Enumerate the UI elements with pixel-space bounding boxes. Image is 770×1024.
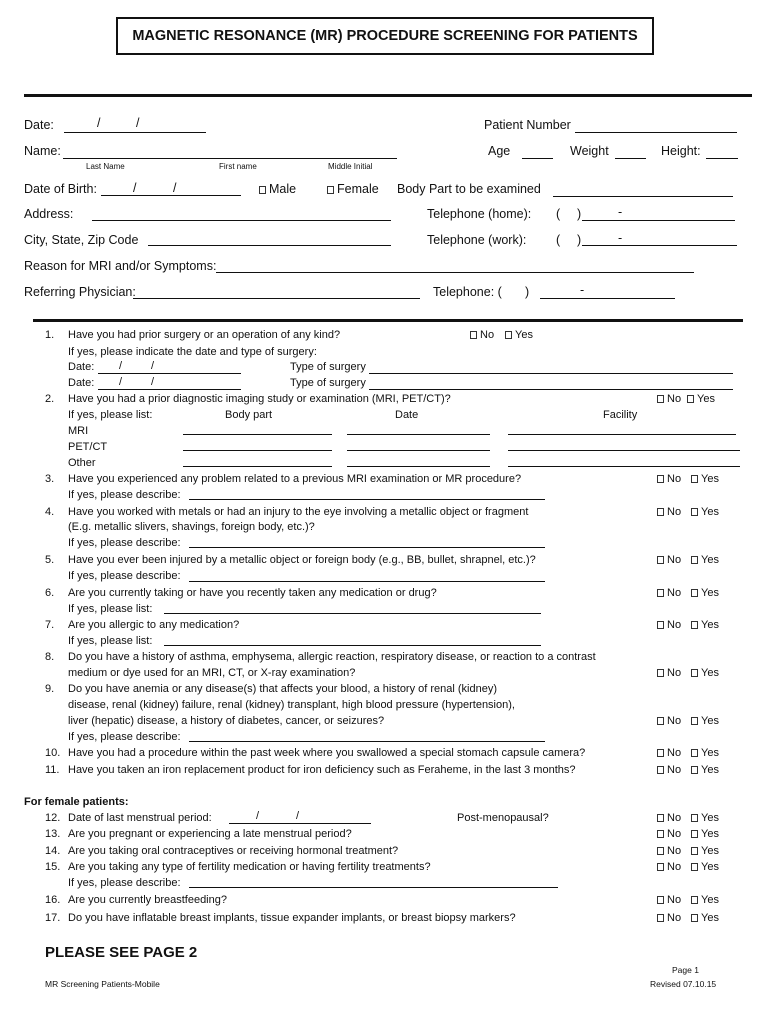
- no-label: No: [667, 828, 682, 840]
- address-label: Address:: [24, 207, 74, 221]
- no-label: No: [667, 894, 682, 906]
- dob-field[interactable]: [101, 195, 241, 196]
- body-part-field[interactable]: [553, 196, 733, 197]
- checkbox-icon: [657, 621, 664, 629]
- q2-mri-date-field[interactable]: [347, 434, 490, 435]
- q7-no[interactable]: [657, 619, 681, 631]
- q15-sub: If yes, please describe:: [68, 877, 181, 889]
- patient-number-label: Patient Number: [484, 118, 571, 132]
- date-slash: /: [296, 810, 300, 822]
- q2-petct-facility-field[interactable]: [508, 450, 740, 451]
- q15-describe-field[interactable]: [189, 887, 558, 888]
- referring-tel-label: Telephone: (: [433, 285, 502, 299]
- q8-num: 8.: [45, 651, 55, 663]
- q2-other-body-field[interactable]: [183, 466, 332, 467]
- body-part-label: Body Part to be examined: [397, 182, 541, 196]
- date-slash: /: [119, 376, 123, 388]
- checkbox-icon: [657, 589, 664, 597]
- no-label: No: [667, 861, 682, 873]
- female-option[interactable]: [327, 182, 379, 196]
- q1-type-label: Type of surgery: [290, 377, 366, 389]
- q5-describe-field[interactable]: [189, 581, 545, 582]
- yes-label: Yes: [701, 764, 719, 776]
- q7-num: 7.: [45, 619, 55, 631]
- no-label: No: [667, 619, 682, 631]
- q2-num: 2.: [45, 393, 55, 405]
- no-label: No: [667, 393, 682, 405]
- no-label: No: [480, 329, 495, 341]
- date-slash: /: [151, 376, 155, 388]
- doc-name: MR Screening Patients-Mobile: [45, 979, 160, 989]
- date-slash: /: [119, 360, 123, 372]
- age-label: Age: [488, 144, 511, 158]
- q15-text: Are you taking any type of fertility medication or having fertility treatments?: [68, 861, 431, 873]
- checkbox-icon: [657, 766, 664, 774]
- q12-yes[interactable]: [691, 812, 719, 824]
- checkbox-icon: [691, 475, 698, 483]
- q2-text: Have you had a prior diagnostic imaging study or examination (MRI, PET/CT)?: [68, 393, 451, 405]
- name-field[interactable]: [63, 158, 397, 159]
- yes-label: Yes: [701, 747, 719, 759]
- q13-text: Are you pregnant or experiencing a late menstrual period?: [68, 828, 352, 840]
- q17-text: Do you have inflatable breast implants, tissue expander implants, or breast biopsy markers?: [68, 912, 516, 924]
- q2-mri-body-field[interactable]: [183, 434, 332, 435]
- q1-sub: If yes, please indicate the date and type of surgery:: [68, 346, 317, 358]
- height-label: Height:: [661, 144, 701, 158]
- yes-label: Yes: [701, 473, 719, 485]
- checkbox-icon: [691, 896, 698, 904]
- q1-date2-field[interactable]: [98, 389, 241, 390]
- checkbox-icon: [657, 749, 664, 757]
- q15-no[interactable]: [657, 861, 681, 873]
- top-divider: [24, 94, 752, 97]
- q2-other-facility-field[interactable]: [508, 466, 740, 467]
- q10-yes[interactable]: [691, 747, 719, 759]
- paren-open: (: [556, 207, 561, 221]
- q1-type-label: Type of surgery: [290, 361, 366, 373]
- tel-home-field[interactable]: [582, 220, 735, 221]
- first-name-caption: First name: [219, 162, 257, 171]
- q11-no[interactable]: [657, 764, 681, 776]
- q2-petct-date-field[interactable]: [347, 450, 490, 451]
- no-label: No: [667, 715, 682, 727]
- checkbox-icon: [657, 847, 664, 855]
- checkbox-icon: [691, 717, 698, 725]
- q6-text: Are you currently taking or have you recently taken any medication or drug?: [68, 587, 437, 599]
- q9-yes[interactable]: [691, 715, 719, 727]
- checkbox-icon: [691, 766, 698, 774]
- q2-row-petct: PET/CT: [68, 441, 108, 453]
- yes-label: Yes: [701, 715, 719, 727]
- q2-yes[interactable]: [687, 393, 715, 405]
- q1-yes[interactable]: [505, 329, 533, 341]
- checkbox-icon: [657, 914, 664, 922]
- q12-date-field[interactable]: [229, 823, 371, 824]
- age-field[interactable]: [522, 158, 553, 159]
- checkbox-icon: [691, 749, 698, 757]
- weight-field[interactable]: [615, 158, 646, 159]
- q4-num: 4.: [45, 506, 55, 518]
- see-page-note: PLEASE SEE PAGE 2: [45, 944, 198, 961]
- q8-no[interactable]: [657, 667, 681, 679]
- date-label: Date:: [24, 118, 54, 132]
- revised-date: Revised 07.10.15: [650, 979, 717, 989]
- dob-slash: /: [133, 181, 137, 195]
- form-title: MAGNETIC RESONANCE (MR) PROCEDURE SCREENING FOR PATIENTS: [116, 17, 654, 55]
- q6-list-field[interactable]: [164, 613, 541, 614]
- q12-no[interactable]: [657, 812, 681, 824]
- female-heading: For female patients:: [24, 796, 129, 808]
- q7-yes[interactable]: [691, 619, 719, 631]
- yes-label: Yes: [701, 861, 719, 873]
- checkbox-icon: [657, 395, 664, 403]
- checkbox-icon: [657, 863, 664, 871]
- no-label: No: [667, 747, 682, 759]
- checkbox-icon: [687, 395, 694, 403]
- last-name-caption: Last Name: [86, 162, 125, 171]
- q9-text: Do you have anemia or any disease(s) that affects your blood, a history of renal (kidney): [68, 683, 498, 695]
- dob-slash: /: [173, 181, 177, 195]
- no-label: No: [667, 912, 682, 924]
- q1-type1-field[interactable]: [369, 373, 733, 374]
- q2-row-mri: MRI: [68, 425, 89, 437]
- checkbox-icon: [657, 508, 664, 516]
- q9-sub: If yes, please describe:: [68, 731, 181, 743]
- q1-date1-field[interactable]: [98, 373, 241, 374]
- q1-no[interactable]: [470, 329, 494, 341]
- date-field[interactable]: [64, 132, 206, 133]
- q5-no[interactable]: [657, 554, 681, 566]
- q6-sub: If yes, please list:: [68, 603, 153, 615]
- q4-yes[interactable]: [691, 506, 719, 518]
- q2-row-other: Other: [68, 457, 96, 469]
- tel-work-field[interactable]: [582, 245, 737, 246]
- q1-text: Have you had prior surgery or an operation of any kind?: [68, 329, 341, 341]
- checkbox-icon: [505, 331, 512, 339]
- yes-label: Yes: [701, 587, 719, 599]
- name-label: Name:: [24, 144, 61, 158]
- checkbox-icon: [691, 847, 698, 855]
- date-slash: /: [97, 116, 101, 130]
- q16-text: Are you currently breastfeeding?: [68, 894, 227, 906]
- q1-num: 1.: [45, 329, 55, 341]
- q3-yes[interactable]: [691, 473, 719, 485]
- q14-text: Are you taking oral contraceptives or receiving hormonal treatment?: [68, 845, 399, 857]
- q10-no[interactable]: [657, 747, 681, 759]
- yes-label: Yes: [701, 894, 719, 906]
- yes-label: Yes: [701, 554, 719, 566]
- q13-no[interactable]: [657, 828, 681, 840]
- dash: -: [618, 231, 623, 245]
- tel-home-label: Telephone (home):: [427, 207, 532, 221]
- checkbox-icon: [657, 830, 664, 838]
- q12-num: 12.: [45, 812, 61, 824]
- checkbox-icon: [327, 186, 334, 194]
- page-number: Page 1: [672, 965, 699, 975]
- city-field[interactable]: [148, 245, 391, 246]
- male-label: Male: [269, 182, 297, 196]
- tel-work-label: Telephone (work):: [427, 233, 527, 247]
- q3-describe-field[interactable]: [189, 499, 545, 500]
- no-label: No: [667, 554, 682, 566]
- q11-num: 11.: [45, 764, 60, 776]
- q5-sub: If yes, please describe:: [68, 570, 181, 582]
- q2-mri-facility-field[interactable]: [508, 434, 736, 435]
- checkbox-icon: [657, 475, 664, 483]
- q4-sub: If yes, please describe:: [68, 537, 181, 549]
- dash: -: [580, 283, 585, 297]
- paren-close: ): [577, 207, 582, 221]
- checkbox-icon: [470, 331, 477, 339]
- date-slash: /: [136, 116, 140, 130]
- q3-text: Have you experienced any problem related to a previous MRI examination or MR procedure?: [68, 473, 522, 485]
- q15-num: 15.: [45, 861, 61, 873]
- q10-text: Have you had a procedure within the past week where you swallowed a special stomach capsule camera?: [68, 747, 586, 759]
- city-label: City, State, Zip Code: [24, 233, 139, 247]
- dob-label: Date of Birth:: [24, 182, 97, 196]
- q3-sub: If yes, please describe:: [68, 489, 181, 501]
- checkbox-icon: [657, 556, 664, 564]
- checkbox-icon: [691, 508, 698, 516]
- q13-yes[interactable]: [691, 828, 719, 840]
- paren-close: ): [577, 233, 582, 247]
- q7-text: Are you allergic to any medication?: [68, 619, 240, 631]
- yes-label: Yes: [701, 506, 719, 518]
- paren-close: ): [525, 285, 530, 299]
- q8-text: Do you have a history of asthma, emphysema, allergic reaction, respiratory disease, or reaction to a contrast: [68, 651, 596, 663]
- q9-text3: liver (hepatic) disease, a history of diabetes, cancer, or seizures?: [68, 715, 385, 727]
- q9-text2: disease, renal (kidney) failure, renal (kidney) transplant, high blood pressure (hypertension),: [68, 699, 515, 711]
- q6-num: 6.: [45, 587, 55, 599]
- checkbox-icon: [691, 589, 698, 597]
- no-label: No: [667, 473, 682, 485]
- q9-describe-field[interactable]: [189, 741, 545, 742]
- q12-post-label: Post-menopausal?: [457, 812, 549, 824]
- q7-list-field[interactable]: [164, 645, 541, 646]
- q8-text2: medium or dye used for an MRI, CT, or X-ray examination?: [68, 667, 356, 679]
- yes-label: Yes: [701, 667, 719, 679]
- no-label: No: [667, 506, 682, 518]
- q11-yes[interactable]: [691, 764, 719, 776]
- q1-date-label: Date:: [68, 377, 95, 389]
- checkbox-icon: [259, 186, 266, 194]
- middle-divider: [33, 319, 743, 322]
- q14-no[interactable]: [657, 845, 681, 857]
- checkbox-icon: [691, 863, 698, 871]
- checkbox-icon: [657, 814, 664, 822]
- q2-sub: If yes, please list:: [68, 409, 153, 421]
- q6-yes[interactable]: [691, 587, 719, 599]
- q1-date-label: Date:: [68, 361, 95, 373]
- q9-no[interactable]: [657, 715, 681, 727]
- q15-yes[interactable]: [691, 861, 719, 873]
- q9-num: 9.: [45, 683, 55, 695]
- female-label: Female: [337, 182, 379, 196]
- weight-label: Weight: [570, 144, 609, 158]
- q2-other-date-field[interactable]: [347, 466, 490, 467]
- q16-yes[interactable]: [691, 894, 719, 906]
- q13-num: 13.: [45, 828, 61, 840]
- q16-num: 16.: [45, 894, 61, 906]
- q2-col-facility: Facility: [603, 409, 638, 421]
- patient-number-field[interactable]: [575, 132, 737, 133]
- q14-yes[interactable]: [691, 845, 719, 857]
- q16-no[interactable]: [657, 894, 681, 906]
- referring-label: Referring Physician:: [24, 285, 136, 299]
- referring-tel-field[interactable]: [540, 298, 675, 299]
- q14-num: 14.: [45, 845, 61, 857]
- no-label: No: [667, 764, 682, 776]
- q4-describe-field[interactable]: [189, 547, 545, 548]
- q1-type2-field[interactable]: [369, 389, 733, 390]
- date-slash: /: [151, 360, 155, 372]
- q17-no[interactable]: [657, 912, 681, 924]
- yes-label: Yes: [701, 812, 719, 824]
- date-slash: /: [256, 810, 260, 822]
- checkbox-icon: [691, 621, 698, 629]
- q5-num: 5.: [45, 554, 55, 566]
- q5-yes[interactable]: [691, 554, 719, 566]
- checkbox-icon: [657, 896, 664, 904]
- q4-no[interactable]: [657, 506, 681, 518]
- no-label: No: [667, 845, 682, 857]
- male-option[interactable]: [259, 182, 296, 196]
- q11-text: Have you taken an iron replacement product for iron deficiency such as Feraheme, in the last 3 months?: [68, 764, 576, 776]
- checkbox-icon: [691, 914, 698, 922]
- q12-text: Date of last menstrual period:: [68, 812, 212, 824]
- yes-label: Yes: [701, 619, 719, 631]
- q5-text: Have you ever been injured by a metallic object or foreign body (e.g., BB, bullet, shrapnel, etc.)?: [68, 554, 536, 566]
- yes-label: Yes: [515, 329, 533, 341]
- q4-text2: (E.g. metallic slivers, shavings, foreign body, etc.)?: [68, 521, 315, 533]
- referring-field[interactable]: [133, 298, 420, 299]
- q2-no[interactable]: [657, 393, 681, 405]
- q4-text: Have you worked with metals or had an injury to the eye involving a metallic object or fragment: [68, 506, 529, 518]
- q17-yes[interactable]: [691, 912, 719, 924]
- q10-num: 10.: [45, 747, 61, 759]
- q7-sub: If yes, please list:: [68, 635, 153, 647]
- address-field[interactable]: [92, 220, 391, 221]
- q3-no[interactable]: [657, 473, 681, 485]
- reason-label: Reason for MRI and/or Symptoms:: [24, 259, 217, 273]
- no-label: No: [667, 667, 682, 679]
- yes-label: Yes: [701, 828, 719, 840]
- q6-no[interactable]: [657, 587, 681, 599]
- q2-col-body: Body part: [225, 409, 273, 421]
- checkbox-icon: [657, 717, 664, 725]
- no-label: No: [667, 587, 682, 599]
- q2-col-date: Date: [395, 409, 419, 421]
- checkbox-icon: [691, 669, 698, 677]
- checkbox-icon: [691, 814, 698, 822]
- height-field[interactable]: [706, 158, 738, 159]
- yes-label: Yes: [701, 912, 719, 924]
- reason-field[interactable]: [216, 272, 694, 273]
- middle-initial-caption: Middle Initial: [328, 162, 373, 171]
- checkbox-icon: [691, 556, 698, 564]
- yes-label: Yes: [697, 393, 715, 405]
- yes-label: Yes: [701, 845, 719, 857]
- q8-yes[interactable]: [691, 667, 719, 679]
- q17-num: 17.: [45, 912, 61, 924]
- paren-open: (: [556, 233, 561, 247]
- dash: -: [618, 205, 623, 219]
- checkbox-icon: [657, 669, 664, 677]
- checkbox-icon: [691, 830, 698, 838]
- q3-num: 3.: [45, 473, 55, 485]
- q2-petct-body-field[interactable]: [183, 450, 332, 451]
- no-label: No: [667, 812, 682, 824]
